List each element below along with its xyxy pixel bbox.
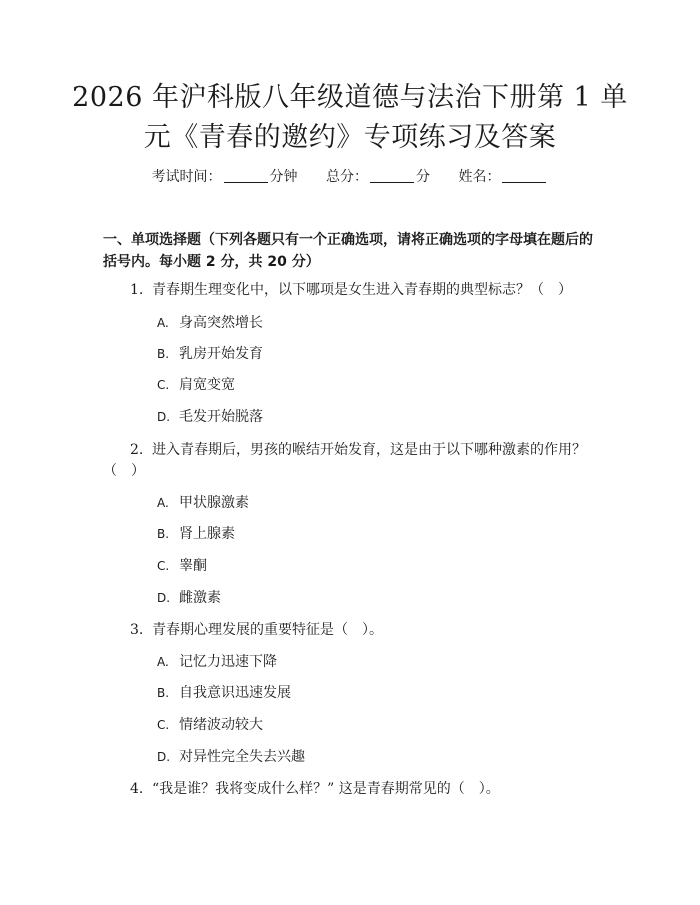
option-letter: D. bbox=[157, 750, 171, 764]
question-1 bbox=[130, 279, 572, 301]
option-letter: A. bbox=[157, 316, 169, 330]
question-3-option-c bbox=[157, 714, 263, 736]
question-text: 青春期生理变化中，以下哪项是女生进入青春期的典型标志？（ ） bbox=[152, 282, 572, 298]
total-score-field bbox=[326, 166, 430, 188]
option-text: 身高突然增长 bbox=[179, 315, 263, 331]
question-1-option-b bbox=[157, 343, 263, 365]
question-number: 4. bbox=[130, 781, 144, 797]
option-letter: C. bbox=[157, 718, 170, 732]
option-text: 对异性完全失去兴趣 bbox=[179, 749, 305, 765]
question-number: 1. bbox=[130, 282, 144, 298]
exam-time-unit: 分钟 bbox=[269, 169, 298, 185]
option-letter: D. bbox=[157, 591, 171, 605]
exam-time-field bbox=[152, 166, 298, 188]
option-text: 情绪波动较大 bbox=[179, 717, 263, 733]
option-letter: B. bbox=[157, 686, 170, 700]
option-text: 雌激素 bbox=[179, 590, 221, 606]
question-3-option-a bbox=[157, 651, 277, 673]
option-text: 肾上腺素 bbox=[179, 526, 235, 542]
question-2-option-b bbox=[157, 523, 235, 545]
option-letter: B. bbox=[157, 347, 170, 361]
student-name-field bbox=[458, 166, 548, 188]
question-text: “我是谁？我将变成什么样？” 这是青春期常见的（ ）。 bbox=[152, 781, 500, 797]
question-3-option-d bbox=[157, 746, 305, 768]
option-letter: B. bbox=[157, 527, 170, 541]
question-2-option-a bbox=[157, 492, 249, 514]
option-letter: A. bbox=[157, 655, 169, 669]
option-text: 甲状腺激素 bbox=[179, 495, 249, 511]
question-1-option-a bbox=[157, 312, 263, 334]
total-score-blank bbox=[370, 168, 414, 183]
question-number: 2. bbox=[130, 442, 144, 458]
question-2 bbox=[130, 439, 586, 461]
total-score-unit: 分 bbox=[416, 169, 430, 185]
option-text: 乳房开始发育 bbox=[179, 346, 263, 362]
question-text: 青春期心理发展的重要特征是（ ）。 bbox=[152, 622, 383, 638]
question-text: 进入青春期后，男孩的喉结开始发育，这是由于以下哪种激素的作用？ bbox=[152, 442, 586, 458]
document-title-line-2: 元《青春的邀约》专项练习及答案 bbox=[143, 122, 557, 153]
option-text: 记忆力迅速下降 bbox=[179, 654, 277, 670]
total-score-label: 总分： bbox=[326, 169, 368, 185]
option-text: 自我意识迅速发展 bbox=[179, 685, 291, 701]
section-heading-line-1: 一、单项选择题（下列各题只有一个正确选项，请将正确选项的字母填在题后的 bbox=[103, 232, 593, 248]
exam-time-blank bbox=[224, 168, 268, 183]
option-letter: A. bbox=[157, 496, 169, 510]
student-name-label: 姓名： bbox=[458, 169, 501, 185]
question-3-option-b bbox=[157, 682, 291, 704]
option-text: 睾酮 bbox=[179, 558, 207, 574]
question-2-option-d bbox=[157, 587, 221, 609]
option-letter: C. bbox=[157, 378, 170, 392]
question-4 bbox=[130, 778, 500, 800]
section-heading-line-2: 括号内。每小题 2 分，共 20 分） bbox=[103, 254, 320, 270]
exam-info bbox=[0, 166, 700, 188]
student-name-blank bbox=[502, 168, 546, 183]
option-letter: C. bbox=[157, 559, 170, 573]
document-title-line-1: 2026 年沪科版八年级道德与法治下册第 1 单 bbox=[72, 82, 628, 113]
question-1-option-d bbox=[157, 406, 263, 428]
question-2-option-c bbox=[157, 555, 207, 577]
exam-time-label: 考试时间： bbox=[151, 169, 222, 185]
question-number: 3. bbox=[130, 622, 144, 638]
question-3 bbox=[130, 619, 383, 641]
option-letter: D. bbox=[157, 410, 171, 424]
question-1-option-c bbox=[157, 374, 235, 396]
question-2-continuation: （ ） bbox=[103, 463, 145, 479]
option-text: 肩宽变宽 bbox=[179, 377, 235, 393]
option-text: 毛发开始脱落 bbox=[179, 409, 263, 425]
